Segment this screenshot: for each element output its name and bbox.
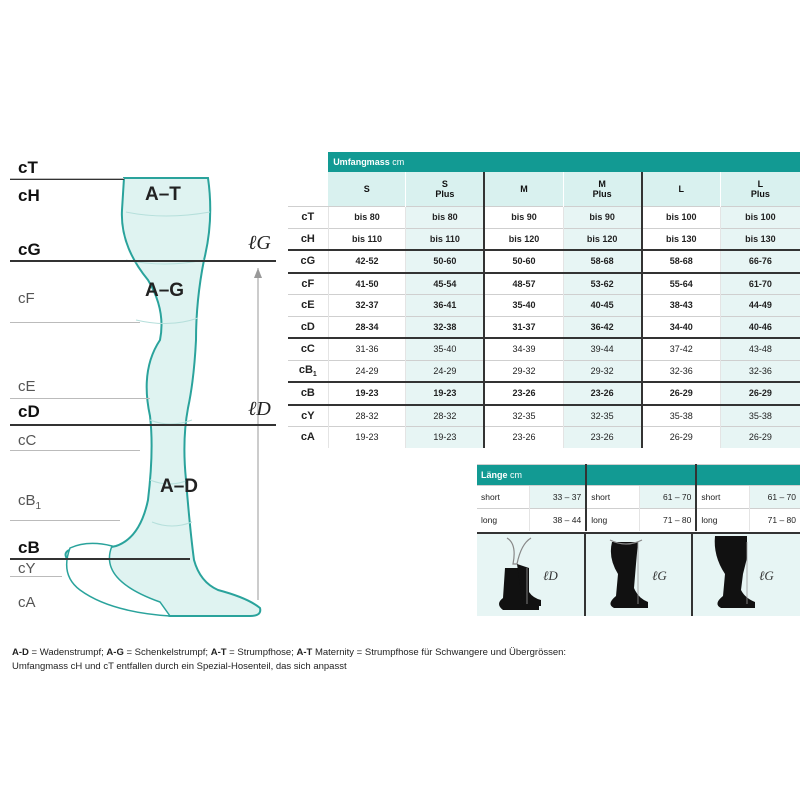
- level-label-cb1: [18, 492, 41, 512]
- size-cell: 19-23: [328, 382, 406, 405]
- size-cell: 23-26: [563, 382, 642, 405]
- size-cell: 34-39: [484, 338, 563, 360]
- size-table-row: [288, 250, 800, 273]
- length-pic-label: ℓG: [652, 568, 667, 583]
- level-label: cT: [18, 158, 38, 177]
- size-cell: 43-48: [720, 338, 800, 360]
- footnote-line-2: Umfangmass cH und cT entfallen durch ein Spezial-Hosenteil, das sich anpasst: [12, 661, 347, 672]
- level-line-cH: [10, 178, 124, 179]
- size-cell: bis 100: [642, 207, 721, 229]
- size-cell: bis 120: [563, 228, 642, 250]
- size-table-row: [288, 338, 800, 360]
- size-table-row: [288, 360, 800, 382]
- size-cell: bis 100: [720, 207, 800, 229]
- level-label-sub: 1: [35, 501, 42, 512]
- length-table-unit: cm: [510, 470, 523, 480]
- footnote: [12, 646, 792, 674]
- calf-stocking-icon: [477, 534, 584, 616]
- level-line-cD: [10, 424, 276, 426]
- row-label: cB: [288, 382, 328, 405]
- level-line-cF: [10, 322, 140, 323]
- size-cell: bis 90: [563, 207, 642, 229]
- calf-stocking-illustration: [477, 534, 584, 616]
- row-label: cF: [288, 273, 328, 295]
- size-cell: 40-45: [563, 295, 642, 317]
- size-cell: 40-46: [720, 316, 800, 338]
- size-cell: 58-68: [563, 250, 642, 273]
- length-illustrations: [477, 532, 800, 616]
- size-cell: 66-76: [720, 250, 800, 273]
- size-cell: bis 130: [642, 228, 721, 250]
- size-table-row: [288, 295, 800, 317]
- zone-label-ag: A–G: [145, 280, 185, 301]
- length-row: short 33 – 37 short 61 – 70 short 61 – 70: [477, 486, 800, 509]
- size-cell: 28-34: [328, 316, 406, 338]
- size-cell: 23-26: [484, 427, 563, 448]
- size-cell: 29-32: [484, 360, 563, 382]
- size-cell: 58-68: [642, 250, 721, 273]
- size-header: L: [642, 172, 721, 207]
- level-label: cE: [18, 378, 36, 395]
- size-cell: 45-54: [406, 273, 485, 295]
- size-cell: 50-60: [484, 250, 563, 273]
- row-label: cE: [288, 295, 328, 317]
- size-cell: 48-57: [484, 273, 563, 295]
- level-line-cG: [10, 260, 276, 262]
- size-cell: bis 130: [720, 228, 800, 250]
- size-header: M Plus: [563, 172, 642, 207]
- size-table-row: [288, 382, 800, 405]
- size-cell: bis 110: [406, 228, 485, 250]
- length-table-title-text: Länge: [481, 470, 508, 480]
- size-table-row: [288, 207, 800, 229]
- level-line-cB1: [10, 520, 120, 521]
- size-table-title-text: Umfangmass: [333, 157, 390, 167]
- size-header: S: [328, 172, 406, 207]
- size-table-title: [328, 152, 800, 172]
- size-cell: 32-37: [328, 295, 406, 317]
- level-label: cH: [18, 186, 40, 205]
- size-cell: bis 110: [328, 228, 406, 250]
- size-cell: 19-23: [406, 427, 485, 448]
- size-table-row: [288, 228, 800, 250]
- size-cell: 53-62: [563, 273, 642, 295]
- row-label: cH: [288, 228, 328, 250]
- row-label: cC: [288, 338, 328, 360]
- size-cell: 31-36: [328, 338, 406, 360]
- size-cell: 28-32: [406, 405, 485, 427]
- size-table-row: [288, 405, 800, 427]
- circumference-size-table: [288, 152, 800, 448]
- size-cell: 61-70: [720, 273, 800, 295]
- size-cell: 34-40: [642, 316, 721, 338]
- row-label: cY: [288, 405, 328, 427]
- zone-label-at: A–T: [145, 184, 181, 205]
- size-cell: 39-44: [563, 338, 642, 360]
- size-header: M: [484, 172, 563, 207]
- size-cell: 50-60: [406, 250, 485, 273]
- size-cell: bis 80: [406, 207, 485, 229]
- size-cell: 44-49: [720, 295, 800, 317]
- leg-illustration: [0, 150, 290, 620]
- level-label: cY: [18, 560, 36, 577]
- size-cell: bis 80: [328, 207, 406, 229]
- size-cell: 37-42: [642, 338, 721, 360]
- length-row: long 38 – 44 long 71 – 80 long 71 – 80: [477, 509, 800, 532]
- size-cell: 32-35: [484, 405, 563, 427]
- length-table: [477, 464, 800, 531]
- size-header: L Plus: [720, 172, 800, 207]
- size-table-unit: cm: [392, 157, 405, 167]
- level-line-cC: [10, 450, 140, 451]
- size-cell: 31-37: [484, 316, 563, 338]
- length-pic-label: ℓD: [543, 568, 558, 583]
- level-label-text: cB: [18, 492, 36, 509]
- length-pic-label: ℓG: [759, 568, 774, 583]
- size-cell: 26-29: [642, 382, 721, 405]
- level-label: cD: [18, 402, 40, 421]
- pantyhose-illustration: [691, 534, 800, 616]
- size-cell: bis 120: [484, 228, 563, 250]
- footnote-line-1: A-D = Wadenstrumpf; A-G = Schenkelstrumpf; A-T = Strumpfhose; A-T Maternity = Strumpfhose für Schwangere und Übergrössen:: [12, 647, 567, 658]
- row-label: $cB_1$: [288, 360, 328, 382]
- size-cell: 36-41: [406, 295, 485, 317]
- size-cell: 55-64: [642, 273, 721, 295]
- size-header: S Plus: [406, 172, 485, 207]
- size-cell: 29-32: [563, 360, 642, 382]
- length-label-ld: ℓD: [248, 398, 271, 420]
- size-cell: 26-29: [720, 427, 800, 448]
- level-label: cF: [18, 290, 35, 307]
- thigh-stocking-icon: [586, 534, 693, 616]
- size-cell: 35-38: [642, 405, 721, 427]
- size-cell: 19-23: [328, 427, 406, 448]
- size-cell: 24-29: [328, 360, 406, 382]
- size-cell: 19-23: [406, 382, 485, 405]
- leg-measurement-diagram: [0, 150, 290, 620]
- size-cell: 32-35: [563, 405, 642, 427]
- size-cell: 26-29: [720, 382, 800, 405]
- row-label: cG: [288, 250, 328, 273]
- size-cell: 41-50: [328, 273, 406, 295]
- thigh-stocking-illustration: [584, 534, 693, 616]
- level-label: cG: [18, 240, 41, 259]
- size-cell: 23-26: [484, 382, 563, 405]
- size-cell: 36-42: [563, 316, 642, 338]
- size-cell: 32-36: [642, 360, 721, 382]
- level-label: cC: [18, 432, 37, 449]
- row-label: cA: [288, 427, 328, 448]
- size-cell: 23-26: [563, 427, 642, 448]
- size-table-row: [288, 316, 800, 338]
- size-cell: 32-36: [720, 360, 800, 382]
- zone-label-ad: A–D: [160, 476, 199, 497]
- size-table-row: [288, 273, 800, 295]
- size-table-body: [288, 207, 800, 448]
- size-cell: 32-38: [406, 316, 485, 338]
- size-table-row: [288, 427, 800, 448]
- level-label: cB: [18, 538, 40, 557]
- row-label: cT: [288, 207, 328, 229]
- size-cell: bis 90: [484, 207, 563, 229]
- size-cell: 28-32: [328, 405, 406, 427]
- size-cell: 35-38: [720, 405, 800, 427]
- size-cell: 26-29: [642, 427, 721, 448]
- length-table-title: [477, 465, 586, 486]
- level-label: cA: [18, 594, 36, 611]
- length-label-lg: ℓG: [248, 232, 271, 254]
- pantyhose-icon: [693, 534, 800, 616]
- size-cell: 42-52: [328, 250, 406, 273]
- level-line-cE: [10, 398, 150, 399]
- row-label: cD: [288, 316, 328, 338]
- size-cell: 38-43: [642, 295, 721, 317]
- size-cell: 35-40: [406, 338, 485, 360]
- level-line-cB: [10, 558, 190, 560]
- size-cell: 35-40: [484, 295, 563, 317]
- size-cell: 24-29: [406, 360, 485, 382]
